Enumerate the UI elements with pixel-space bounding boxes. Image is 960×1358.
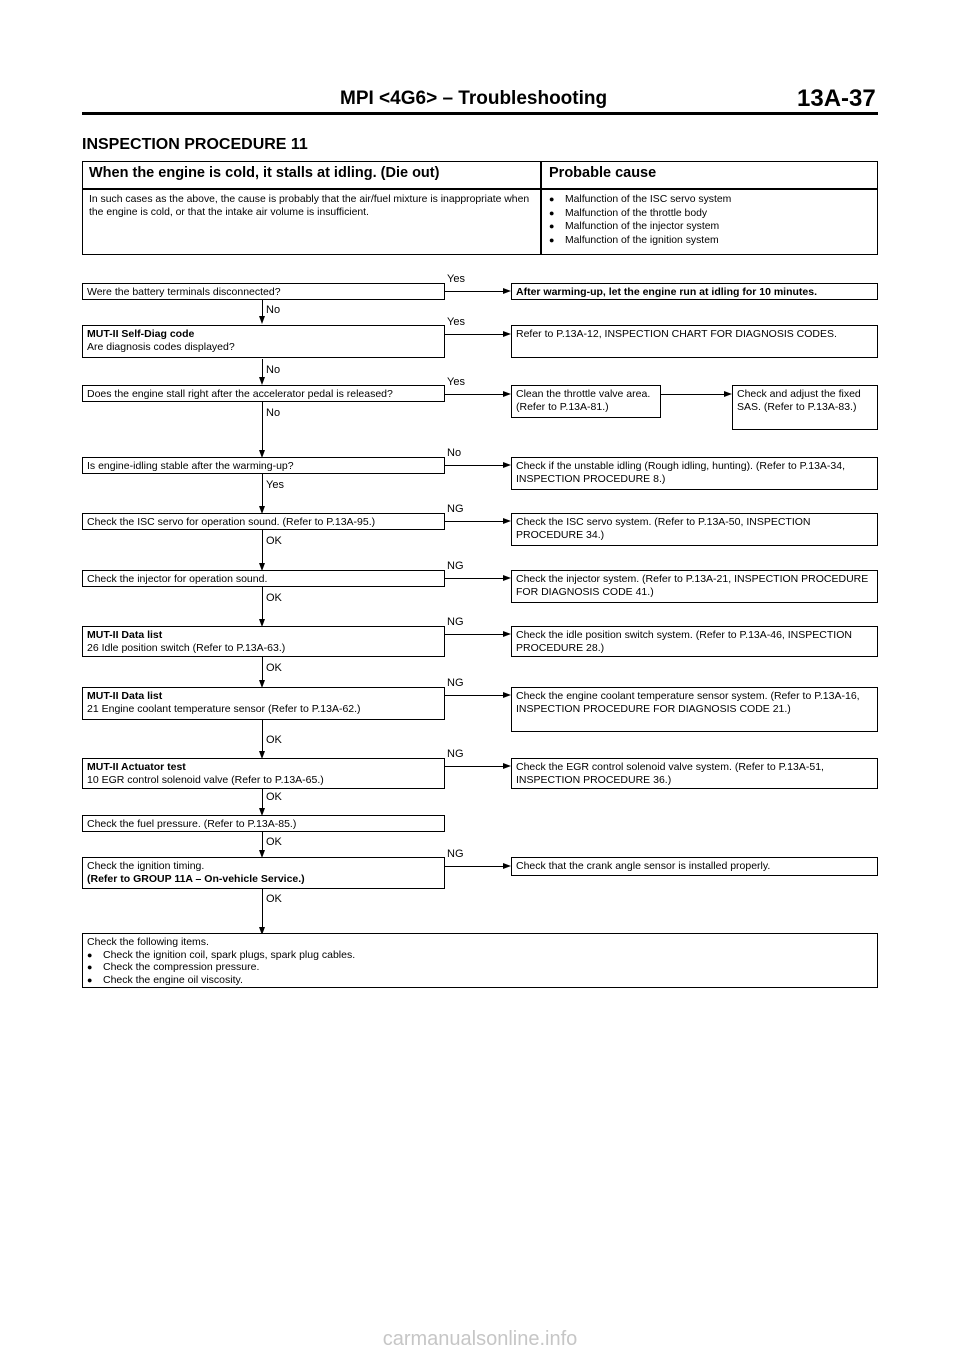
connector [445,578,503,579]
watermark: carmanualsonline.info [382,1328,578,1350]
symptom-table [82,161,878,255]
connector [445,394,503,395]
page-number: 13A-37 [797,85,876,112]
branch-label-ng: NG [447,748,464,760]
list-item: ● Check the ignition coil, spark plugs, spark plug cables. [87,949,873,962]
arrow-right [503,575,511,581]
step-diag-code-action: Refer to P.13A-12, INSPECTION CHART FOR DIAGNOSIS CODES. [511,325,878,358]
cause-item: ● Malfunction of the ignition system [549,234,731,248]
connector [445,866,503,867]
header-rule [82,112,878,115]
branch-label-ng: NG [447,848,464,860]
step-injector-question: Check the injector for operation sound. [82,570,445,587]
table-divider [540,162,542,254]
arrow-right [503,288,511,294]
final-check-list [87,949,873,987]
step-ignition-timing-action: Check that the crank angle sensor is installed properly. [511,857,878,876]
connector [262,888,263,932]
branch-label-ok: OK [266,791,282,803]
branch-label-no: No [266,407,281,419]
step-fuel-pressure: Check the fuel pressure. (Refer to P.13A-85.) [82,815,445,832]
connector [445,334,503,335]
branch-label-no: No [266,304,281,316]
branch-label-no: No [447,447,462,459]
step-coolant-sensor-question: MUT-II Data list 21 Engine coolant temperature sensor (Refer to P.13A-62.) [82,687,445,720]
branch-label-ok: OK [266,592,282,604]
final-check-items: Check the following items. ● Check the ignition coil, spark plugs, spark plug cables. ● Check the compression pressure. ● Check the engine oil viscosity. [82,933,878,988]
cause-item: ● Malfunction of the ISC servo system [549,193,731,207]
branch-label-ok: OK [266,662,282,674]
symptom-heading: When the engine is cold, it stalls at idling. (Die out) [89,165,440,181]
arrow-down [259,316,265,324]
step-isc-servo-question: Check the ISC servo for operation sound. (Refer to P.13A-95.) [82,513,445,530]
connector [445,695,503,696]
branch-label-ng: NG [447,616,464,628]
step-throttle-clean: Clean the throttle valve area. (Refer to P.13A-81.) [511,385,661,418]
step-isc-servo-action: Check the ISC servo system. (Refer to P.13A-50, INSPECTION PROCEDURE 34.) [511,513,878,546]
branch-label-ng: NG [447,503,464,515]
branch-label-ok: OK [266,836,282,848]
step-idle-stable-question: Is engine-idling stable after the warming-up? [82,457,445,474]
branch-label-yes: Yes [447,316,465,328]
connector [661,394,724,395]
step-injector-action: Check the injector system. (Refer to P.13A-21, INSPECTION PROCEDURE FOR DIAGNOSIS CODE 41.) [511,570,878,603]
branch-label-no: No [266,364,281,376]
branch-label-yes: Yes [447,273,465,285]
step-egr-action: Check the EGR control solenoid valve system. (Refer to P.13A-51, INSPECTION PROCEDURE 36.) [511,758,878,789]
step-idle-switch-action: Check the idle position switch system. (Refer to P.13A-46, INSPECTION PROCEDURE 28.) [511,626,878,657]
step-diag-code-question: MUT-II Self-Diag code Are diagnosis codes displayed? [82,325,445,358]
arrow-right [503,631,511,637]
connector [262,400,263,455]
branch-label-ok: OK [266,893,282,905]
arrow-right [503,692,511,698]
branch-label-ng: NG [447,560,464,572]
step-ignition-timing-question: Check the ignition timing. (Refer to GROUP 11A – On-vehicle Service.) [82,857,445,889]
step-battery-action: After warming-up, let the engine run at idling for 10 minutes. [511,283,878,300]
table-header-rule [83,188,877,190]
arrow-right [503,331,511,337]
branch-label-yes: Yes [266,479,284,491]
arrow-right [503,391,511,397]
connector [445,521,503,522]
list-item: ● Check the compression pressure. [87,961,873,974]
arrow-right [503,763,511,769]
cause-heading: Probable cause [549,165,657,181]
connector [445,291,503,292]
branch-label-ok: OK [266,535,282,547]
step-battery-question: Were the battery terminals disconnected? [82,283,445,300]
step-idle-stable-action: Check if the unstable idling (Rough idling, hunting). (Refer to P.13A-34, INSPECTION PROCEDURE 8.) [511,457,878,490]
step-idle-switch-question: MUT-II Data list 26 Idle position switch (Refer to P.13A-63.) [82,626,445,657]
connector [445,634,503,635]
procedure-title: INSPECTION PROCEDURE 11 [82,136,308,153]
connector [445,766,503,767]
step-stall-question: Does the engine stall right after the accelerator pedal is released? [82,385,445,402]
arrow-down [259,377,265,385]
step-egr-question: MUT-II Actuator test 10 EGR control solenoid valve (Refer to P.13A-65.) [82,758,445,789]
arrow-right [503,462,511,468]
branch-label-ng: NG [447,677,464,689]
arrow-right [503,863,511,869]
page-header-title: MPI <4G6> – Troubleshooting [340,88,608,109]
cause-item: ● Malfunction of the injector system [549,220,731,234]
step-coolant-sensor-action: Check the engine coolant temperature sensor system. (Refer to P.13A-16, INSPECTION PROCEDURE FOR DIAGNOSIS CODE 21.) [511,687,878,732]
connector [445,465,503,466]
arrow-right [724,391,732,397]
cause-item: ● Malfunction of the throttle body [549,207,731,221]
branch-label-ok: OK [266,734,282,746]
arrow-right [503,518,511,524]
branch-label-yes: Yes [447,376,465,388]
list-item: ● Check the engine oil viscosity. [87,974,873,987]
step-sas-adjust: Check and adjust the fixed SAS. (Refer to P.13A-83.) [732,385,878,430]
symptom-description: In such cases as the above, the cause is probably that the air/fuel mixture is inappropriate when the engine is cold, or that the intake air volume is insufficient. [89,194,530,218]
cause-list [549,193,731,247]
